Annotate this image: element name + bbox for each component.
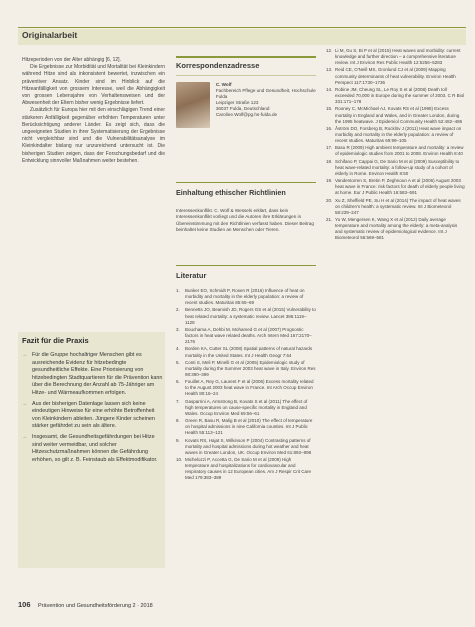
contact-box [176,56,316,128]
practice-list [22,352,163,467]
contact-details [216,82,316,128]
reference-item: 19. Vandentorren S, Bretin P, Zeghnoun A et al (2006) August 2003 heat wave in France: risk factors for death of elderly people living at home. Eur J Public Health 16:583–591 [326,178,465,196]
literature-title: Literatur [176,265,316,280]
reference-item: 4. Borden KA, Cutter SL (2008) Spatial patterns of natural hazards mortality in the United States. Int J Health Geogr 7:64 [176,346,313,358]
top-rule [18,27,466,28]
section-header-band [18,29,466,45]
ethics-text: Interessenkonflikt. C. Wolf & Wessels erklärt, dass kein Interessenkonflikt vorliegt und die Autoren ihre Erklärungen in Übereinstimmung mit den Richtlinien verfasst haben. Dieser Beitrag beinhaltet keine Studien an Menschen oder Tieren. [176,208,314,233]
contact-name: C. Wolf [215,82,232,87]
reference-item: 13. Reid CE, O'Neill MS, Gronlund CJ et al (2009) Mapping community determinants of heat vulnerability. Environ Health Perspect 117:1730–1736 [326,67,456,85]
reference-item: 14. Robine JM, Cheung SL, Le Roy S et al (2008) Death toll exceeded 70,000 in Europe during the summer of 2003. C R Biol 331:171–178 [326,86,465,105]
reference-item: 15. Rooney C, McMichael AJ, Kovats RS et al (1998) Excess mortality in England and Wales, and in Greater London, during the 1995 heatwave. J Epidemiol Community Health 52:482–486 [326,106,463,124]
practice-title: Fazit für die Praxis [22,336,89,345]
reference-item: 1. Bunker EO, Schmidt P, Rosen R (2016) Influence of heat on morbidity and mortality in the elderly population: a review of recent studies. Maturitas 85:65–69 [176,288,305,306]
reference-item: 18. Schifano P, Cappai G, De Sario M et al (2009) Susceptibility to heat wave-related mortality: a follow-up study of a cohort of elderly in Rome. Environ Health 8:50 [326,158,460,176]
reference-list-b [326,48,466,243]
reference-item: 8. Green R, Basu R, Malig B et al (2010) The effect of temperature on hospital admissions in nine California counties. Int J Public Health 55:113–121 [176,418,313,436]
reference-item: 5. Conti S, Meli P, Minelli G et al (2005) Epidemiologic study of mortality during the Summer 2003 heat wave in Italy. Environ Res 98:390–399 [176,359,316,377]
column-1-text [22,57,165,165]
reference-item: 3. Bouchama A, Dehbi M, Mohamed G et al (2007) Prognostic factors in heat wave related deaths. Arch Intern Med 167:2170–2176 [176,326,312,345]
section-label: Originalarbeit [22,30,78,40]
reference-item: 16. Åström DO, Forsberg B, Rocklöv J (2011) Heat wave impact on morbidity and mortality in the elderly population: a review of recent studies. Maturitas 69:99–105 [326,125,462,144]
reference-list-a [176,288,316,483]
practice-item: → Insgesamt, die Gesundheitsgefährdungen bei Hitze sind weiter vermeidbar, und solcher Hitzeschutzmaßnahmen können die Gefährdung erhöhen, so gilt z. B. Feinstaub als Effektmodifikator. [22,434,163,464]
contact-email[interactable]: Caroline.Wolf@pg.hs-fulda.de [215,112,278,117]
reference-item: 17. Basu R (2009) High ambient temperature and mortality: a review of epidemiologic studies from 2001 to 2008. Environ Health 8:40 [326,145,464,157]
reference-item: 7. Gasparrini A, Armstrong B, Kovats S et al (2011) The effect of high temperatures on cause-specific mortality in England and Wales. Occup Environ Med 69:56–61 [176,398,308,416]
author-portrait [176,82,210,128]
contact-line: Leipziger Straße 123 [215,100,259,105]
reference-item: 20. Xu Z, Sheffield PE, Su H et al (2014) The impact of heat waves on children's health: a systematic review. Int J Biometeorol 58:239–247 [326,197,461,215]
contact-body [176,76,316,128]
reference-item: 12. Li M, Gu S, Bi P et al (2015) Heat waves and morbidity: current knowledge and further direction – a comprehensive literature review. Int J Environ Res Public Health 12:5256–5283 [326,48,461,66]
journal-name: Prävention und Gesundheitsförderung 2 · 2018 [38,603,153,609]
contact-line: 36037 Fulda, Deutschland [215,106,270,111]
reference-item: 6. Fouillet A, Rey G, Laurent F et al (2006) Excess mortality related to the August 2003 heat wave in France. Int Arch Occup Environ Health 80:16–24 [176,379,314,397]
contact-title: Korrespondenzadresse [176,56,316,76]
ethics-title: Einhaltung ethischer Richtlinien [176,182,316,197]
paragraph: Hitzeperioden von der Alter abhängig [6, 12]. [22,57,121,63]
page-footer [18,600,466,609]
practice-item: → Aus der bisherigen Datenlage lassen sich keine eindeutigen Hinweise für eine erhöhte Betroffenheit von Kleinkindern ableiten. Jüngere Kinder scheinen stärker gefährdet zu sein als ältere. [22,401,163,431]
reference-item: 2. Bennetts JO, Beamish JD, Rogers GS et al (2015) Vulnerability to heat related mortality: a systematic review. Lancet 386:1119–1128 [176,307,316,325]
paragraph: Die Ergebnisse zur Morbidität und Mortalität bei Kleinkindern während Hitze sind als inkonsistent bewertet, inzwischen ein präventiver Ansatz. Kinder sind im Hinblick auf die Hitzeanfälligkeit von grossem Interesse, weil die Abhängigkeit von grossen Lebensjahre von Verhaltensweisen und der Abwesenheit der Eltern bisher wenig Ergebnisse liefert. [22,64,165,107]
contact-line: Fachbereich Pflege und Gesundheit, Hochschule Fulda [215,88,316,99]
reference-item: 9. Kovats RS, Hajat S, Wilkinson P (2004) Contrasting patterns of mortality and hospital admissions during hot weather and heat waves in Greater London, UK. Occup Environ Med 61:893–898 [176,437,312,455]
reference-item: 21. Yu W, Mengersen K, Wang X et al (2012) Daily average temperature and mortality among the elderly: a meta-analysis and systematic review of epidemiological evidence. Int J Biometeorol 56:569–581 [326,217,458,241]
page-number: 106 [18,600,31,609]
practice-item: → Für die Gruppe hochaltriger Menschen gibt es ausreichende Evidenz für hitzebedingte gesundheitliche Effekte. Eine Priorisierung von hitzebedingten Stadtquartieren für die Prävention kann über die Berechnung der Anzahl ab 75-Jähriger am Hitze- und Wärmeaufkommen erfolgen. [22,352,163,398]
reference-item: 10. Michelozzi P, Accetta G, De Sario M et al (2009) High temperature and hospitalizations for cardiovascular and respiratory causes in 12 European cities. Am J Respir Crit Care Med 179:383–389 [176,457,312,481]
paragraph: Zusätzlich für Europa hier mit den einschlägigen Trend einer stärkeren Anfälligkeit gegenüber erhöhten Temperaturen unter Berücksichtigung anderer Länder. Es zeigt sich, dass die ungeeigneten Studien in ihrer Systematisierung der Ergebnisse nicht vergleichbar sind und die Vulnerabilitätsanalyse im Kleinkindalter bislang nur unzureichend untersucht ist. Die bisherigen Studien zeigen, dass der Forschungsbedarf und die Entwicklung sinnvoller Maßnahmen weiter bestehen. [22,107,165,164]
